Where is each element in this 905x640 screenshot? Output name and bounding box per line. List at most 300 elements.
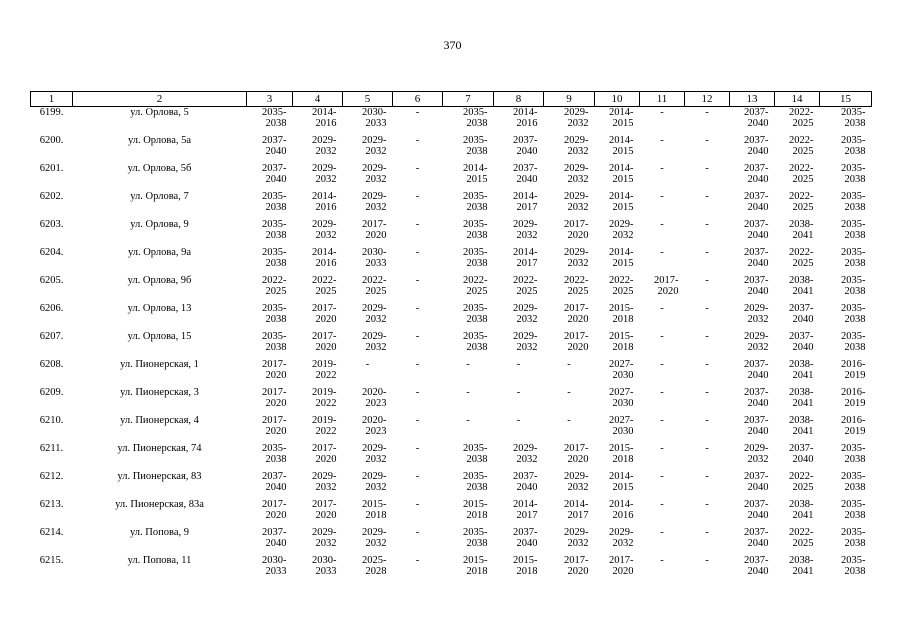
year-cell: -	[516, 415, 521, 426]
year-range: 2014- 2015	[609, 135, 634, 157]
year-cell	[343, 555, 393, 583]
year-range: 2020- 2023	[362, 415, 387, 437]
year-cell	[343, 107, 393, 136]
year-cell	[820, 163, 872, 191]
year-cell	[293, 415, 343, 443]
address-cell: ул. Орлова, 5б	[127, 163, 192, 174]
year-range: 2035- 2038	[841, 443, 866, 465]
column-header: 3	[247, 92, 293, 107]
year-cell	[443, 443, 494, 471]
year-cell	[494, 303, 544, 331]
year-range: 2022- 2025	[312, 275, 337, 297]
year-range: 2035- 2038	[262, 107, 287, 129]
year-range: 2029- 2032	[513, 219, 538, 241]
year-cell	[293, 359, 343, 387]
year-cell	[494, 443, 544, 471]
address-cell: ул. Пионерская, 83	[117, 471, 202, 482]
year-range: 2035- 2038	[841, 471, 866, 493]
table-row	[31, 471, 872, 499]
column-header: 6	[393, 92, 443, 107]
address-cell: ул. Орлова, 13	[127, 303, 192, 314]
address-cell: ул. Орлова, 9а	[127, 247, 192, 258]
year-range: 2029- 2032	[564, 527, 589, 549]
year-range: 2014- 2015	[609, 107, 634, 129]
year-cell	[775, 331, 820, 359]
year-range: 2029- 2032	[609, 527, 634, 549]
year-range: 2035- 2038	[463, 303, 488, 325]
year-range: 2029- 2032	[564, 163, 589, 185]
year-range: 2037- 2040	[262, 471, 287, 493]
year-cell	[343, 499, 393, 527]
address-cell: ул. Попова, 9	[130, 527, 189, 538]
year-range: 2014- 2016	[609, 499, 634, 521]
year-cell	[595, 191, 640, 219]
year-cell: -	[705, 499, 709, 510]
year-cell	[595, 555, 640, 583]
year-cell	[820, 387, 872, 415]
year-cell	[494, 107, 544, 136]
year-range: 2035- 2038	[262, 191, 287, 213]
year-cell	[595, 303, 640, 331]
year-range: 2016- 2019	[841, 359, 866, 381]
year-cell	[730, 331, 775, 359]
year-cell	[775, 471, 820, 499]
year-cell	[293, 107, 343, 136]
year-cell: -	[415, 191, 420, 202]
year-cell	[820, 499, 872, 527]
year-cell	[494, 247, 544, 275]
year-range: 2038- 2041	[789, 415, 814, 437]
year-cell	[544, 163, 595, 191]
year-range: 2017- 2020	[564, 555, 589, 577]
year-cell	[595, 135, 640, 163]
year-cell: -	[415, 219, 420, 230]
year-cell: -	[567, 359, 571, 370]
year-cell: -	[660, 415, 664, 426]
year-cell: -	[705, 331, 709, 342]
table-row	[31, 191, 872, 219]
year-cell: -	[415, 527, 420, 538]
column-header: 9	[544, 92, 595, 107]
year-range: 2022- 2025	[564, 275, 589, 297]
year-cell	[775, 219, 820, 247]
year-cell	[443, 275, 494, 303]
year-cell	[775, 527, 820, 555]
year-cell: -	[705, 135, 709, 146]
year-cell: -	[466, 359, 470, 370]
year-range: 2038- 2041	[789, 555, 814, 577]
year-cell	[775, 247, 820, 275]
year-cell	[730, 219, 775, 247]
year-cell	[775, 163, 820, 191]
year-cell: -	[660, 387, 664, 398]
year-cell	[775, 387, 820, 415]
year-cell	[443, 499, 494, 527]
year-range: 2035- 2038	[841, 219, 866, 241]
year-range: 2014- 2017	[513, 247, 538, 269]
year-range: 2014- 2015	[609, 163, 634, 185]
year-cell	[247, 247, 293, 275]
year-cell	[494, 555, 544, 583]
year-cell	[494, 275, 544, 303]
year-cell	[544, 135, 595, 163]
year-range: 2017- 2020	[654, 275, 679, 297]
year-range: 2037- 2040	[789, 303, 814, 325]
year-cell	[293, 331, 343, 359]
table-row	[31, 331, 872, 359]
year-cell	[443, 219, 494, 247]
address-cell: ул. Пионерская, 4	[120, 415, 199, 426]
year-cell: -	[705, 415, 709, 426]
year-cell: -	[660, 471, 664, 482]
year-cell	[293, 163, 343, 191]
year-cell	[544, 443, 595, 471]
row-number: 6209.	[39, 387, 64, 398]
year-cell: -	[415, 443, 420, 454]
year-cell	[247, 303, 293, 331]
year-range: 2015- 2018	[463, 499, 488, 521]
year-cell	[293, 527, 343, 555]
year-range: 2035- 2038	[463, 107, 488, 129]
year-range: 2014- 2016	[312, 247, 337, 269]
year-range: 2037- 2040	[744, 555, 769, 577]
year-cell	[775, 107, 820, 136]
year-cell	[247, 443, 293, 471]
year-range: 2029- 2032	[564, 107, 589, 129]
year-cell: -	[660, 219, 664, 230]
year-range: 2038- 2041	[789, 359, 814, 381]
column-header: 13	[730, 92, 775, 107]
year-range: 2014- 2016	[513, 107, 538, 129]
year-cell	[775, 359, 820, 387]
table-row	[31, 527, 872, 555]
table-row	[31, 163, 872, 191]
year-range: 2037- 2040	[744, 387, 769, 409]
year-cell	[595, 527, 640, 555]
column-header: 15	[820, 92, 872, 107]
year-cell: -	[705, 443, 709, 454]
year-cell: -	[415, 555, 420, 566]
year-cell	[544, 247, 595, 275]
year-range: 2037- 2040	[744, 135, 769, 157]
address-cell: ул. Орлова, 9	[130, 219, 189, 230]
year-cell	[544, 107, 595, 136]
year-range: 2035- 2038	[463, 527, 488, 549]
year-cell	[544, 275, 595, 303]
year-range: 2027- 2030	[609, 387, 634, 409]
year-range: 2022- 2025	[789, 527, 814, 549]
year-range: 2035- 2038	[841, 527, 866, 549]
year-cell	[775, 191, 820, 219]
year-range: 2035- 2038	[841, 275, 866, 297]
year-cell: -	[516, 359, 521, 370]
year-range: 2015- 2018	[463, 555, 488, 577]
year-range: 2017- 2020	[262, 499, 287, 521]
row-number: 6211.	[39, 443, 64, 454]
year-range: 2037- 2040	[513, 471, 538, 493]
year-range: 2019- 2022	[312, 359, 337, 381]
year-cell: -	[660, 163, 664, 174]
year-range: 2035- 2038	[262, 303, 287, 325]
year-range: 2037- 2040	[262, 135, 287, 157]
year-range: 2035- 2038	[463, 331, 488, 353]
column-header: 12	[685, 92, 730, 107]
year-cell	[820, 219, 872, 247]
year-cell	[247, 527, 293, 555]
year-cell	[595, 247, 640, 275]
year-range: 2029- 2032	[744, 303, 769, 325]
year-cell	[293, 191, 343, 219]
year-cell	[730, 303, 775, 331]
table-row	[31, 247, 872, 275]
year-range: 2027- 2030	[609, 415, 634, 437]
year-range: 2015- 2018	[609, 303, 634, 325]
year-cell	[775, 555, 820, 583]
year-cell: -	[705, 247, 709, 258]
year-cell	[730, 527, 775, 555]
year-range: 2029- 2032	[564, 247, 589, 269]
year-cell	[293, 387, 343, 415]
year-cell	[820, 555, 872, 583]
year-cell: -	[705, 359, 709, 370]
page-number: 370	[443, 38, 462, 52]
year-cell	[544, 219, 595, 247]
year-range: 2019- 2022	[312, 387, 337, 409]
year-range: 2025- 2028	[362, 555, 387, 577]
year-range: 2038- 2041	[789, 499, 814, 521]
year-range: 2022- 2025	[513, 275, 538, 297]
year-cell: -	[567, 387, 571, 398]
year-range: 2035- 2038	[463, 471, 488, 493]
year-range: 2017- 2020	[312, 499, 337, 521]
table-row	[31, 555, 872, 583]
year-range: 2029- 2032	[564, 471, 589, 493]
year-range: 2029- 2032	[564, 191, 589, 213]
year-cell	[544, 527, 595, 555]
year-cell	[595, 331, 640, 359]
year-cell	[443, 303, 494, 331]
year-range: 2022- 2025	[789, 191, 814, 213]
year-cell	[820, 331, 872, 359]
year-range: 2029- 2032	[362, 471, 387, 493]
year-cell: -	[660, 303, 664, 314]
address-cell: ул. Орлова, 5а	[127, 135, 192, 146]
year-cell: -	[705, 387, 709, 398]
year-cell: -	[705, 471, 709, 482]
year-cell	[775, 443, 820, 471]
year-cell: -	[415, 107, 420, 118]
year-range: 2029- 2032	[362, 163, 387, 185]
row-number: 6200.	[39, 135, 64, 146]
year-cell	[820, 275, 872, 303]
year-cell	[443, 247, 494, 275]
year-range: 2035- 2038	[841, 499, 866, 521]
column-header: 8	[494, 92, 544, 107]
year-range: 2017- 2020	[564, 331, 589, 353]
year-cell: -	[415, 247, 420, 258]
year-cell	[293, 499, 343, 527]
year-range: 2029- 2032	[312, 163, 337, 185]
year-cell	[494, 471, 544, 499]
table-row	[31, 135, 872, 163]
year-range: 2014- 2015	[463, 163, 488, 185]
year-cell: -	[660, 443, 664, 454]
year-cell	[247, 107, 293, 136]
year-cell	[595, 415, 640, 443]
address-cell: ул. Орлова, 7	[130, 191, 189, 202]
table-body	[31, 107, 872, 584]
address-cell: ул. Орлова, 15	[127, 331, 192, 342]
header-row	[31, 92, 872, 107]
year-cell: -	[660, 359, 664, 370]
year-range: 2029- 2032	[513, 303, 538, 325]
year-cell	[820, 247, 872, 275]
year-range: 2016- 2019	[841, 387, 866, 409]
year-cell	[820, 415, 872, 443]
year-cell	[595, 359, 640, 387]
year-range: 2029- 2032	[362, 331, 387, 353]
year-cell	[343, 219, 393, 247]
year-cell	[820, 191, 872, 219]
year-cell	[494, 219, 544, 247]
year-cell	[494, 331, 544, 359]
year-range: 2014- 2017	[564, 499, 589, 521]
year-cell: -	[705, 163, 709, 174]
year-range: 2035- 2038	[841, 107, 866, 129]
year-cell	[820, 471, 872, 499]
year-cell: -	[516, 387, 521, 398]
year-range: 2022- 2025	[362, 275, 387, 297]
year-cell	[343, 415, 393, 443]
year-range: 2029- 2032	[362, 303, 387, 325]
year-cell	[595, 275, 640, 303]
year-range: 2022- 2025	[789, 471, 814, 493]
year-range: 2029- 2032	[564, 135, 589, 157]
year-range: 2029- 2032	[362, 527, 387, 549]
year-cell: -	[415, 499, 420, 510]
year-range: 2035- 2038	[463, 247, 488, 269]
year-cell	[775, 275, 820, 303]
year-range: 2017- 2020	[312, 331, 337, 353]
year-cell	[343, 303, 393, 331]
year-cell	[544, 471, 595, 499]
year-cell	[730, 555, 775, 583]
year-cell	[730, 135, 775, 163]
year-cell	[247, 219, 293, 247]
row-number: 6207.	[39, 331, 64, 342]
row-number: 6214.	[39, 527, 64, 538]
year-cell: -	[660, 331, 664, 342]
year-cell	[443, 527, 494, 555]
year-range: 2037- 2040	[744, 415, 769, 437]
year-range: 2035- 2038	[841, 555, 866, 577]
year-range: 2030- 2033	[312, 555, 337, 577]
year-cell	[595, 163, 640, 191]
year-cell	[293, 303, 343, 331]
year-range: 2037- 2040	[744, 163, 769, 185]
year-cell	[247, 499, 293, 527]
year-cell	[730, 247, 775, 275]
year-cell	[343, 443, 393, 471]
year-cell	[820, 527, 872, 555]
year-cell	[730, 191, 775, 219]
year-range: 2017- 2020	[312, 303, 337, 325]
year-range: 2022- 2025	[609, 275, 634, 297]
year-range: 2014- 2016	[312, 107, 337, 129]
year-cell	[247, 471, 293, 499]
year-range: 2029- 2032	[312, 135, 337, 157]
year-cell	[293, 135, 343, 163]
address-cell: ул. Пионерская, 83а	[115, 499, 204, 510]
year-cell	[494, 527, 544, 555]
year-range: 2037- 2040	[513, 163, 538, 185]
year-range: 2027- 2030	[609, 359, 634, 381]
year-range: 2022- 2025	[789, 247, 814, 269]
year-cell	[730, 359, 775, 387]
year-range: 2017- 2020	[609, 555, 634, 577]
year-range: 2038- 2041	[789, 219, 814, 241]
year-range: 2017- 2020	[262, 415, 287, 437]
year-range: 2035- 2038	[841, 247, 866, 269]
year-cell: -	[660, 191, 664, 202]
year-range: 2037- 2040	[789, 331, 814, 353]
year-range: 2035- 2038	[463, 219, 488, 241]
year-range: 2029- 2032	[362, 443, 387, 465]
year-range: 2037- 2040	[513, 135, 538, 157]
table-row	[31, 499, 872, 527]
row-number: 6212.	[39, 471, 64, 482]
year-cell	[443, 163, 494, 191]
table-row	[31, 303, 872, 331]
year-cell	[247, 135, 293, 163]
year-range: 2017- 2020	[564, 219, 589, 241]
year-range: 2014- 2017	[513, 191, 538, 213]
year-cell: -	[705, 303, 709, 314]
table-row	[31, 359, 872, 387]
year-cell: -	[705, 191, 709, 202]
year-cell: -	[415, 387, 420, 398]
year-range: 2017- 2020	[564, 443, 589, 465]
year-cell: -	[415, 415, 420, 426]
year-cell	[820, 359, 872, 387]
year-cell: -	[365, 359, 370, 370]
year-cell: -	[415, 471, 420, 482]
row-number: 6203.	[39, 219, 64, 230]
year-cell: -	[567, 415, 571, 426]
row-number: 6208.	[39, 359, 64, 370]
year-cell	[544, 555, 595, 583]
year-range: 2029- 2032	[312, 527, 337, 549]
year-cell	[775, 303, 820, 331]
year-cell	[343, 331, 393, 359]
year-cell	[595, 499, 640, 527]
year-cell	[343, 471, 393, 499]
year-cell	[293, 471, 343, 499]
year-cell: -	[705, 275, 709, 286]
year-range: 2037- 2040	[513, 527, 538, 549]
year-cell	[343, 135, 393, 163]
year-cell	[595, 471, 640, 499]
year-range: 2037- 2040	[744, 471, 769, 493]
year-cell: -	[705, 219, 709, 230]
table-row	[31, 443, 872, 471]
year-cell	[343, 527, 393, 555]
year-range: 2022- 2025	[789, 163, 814, 185]
year-cell	[443, 555, 494, 583]
year-cell	[247, 191, 293, 219]
year-cell	[820, 443, 872, 471]
year-cell: -	[415, 135, 420, 146]
